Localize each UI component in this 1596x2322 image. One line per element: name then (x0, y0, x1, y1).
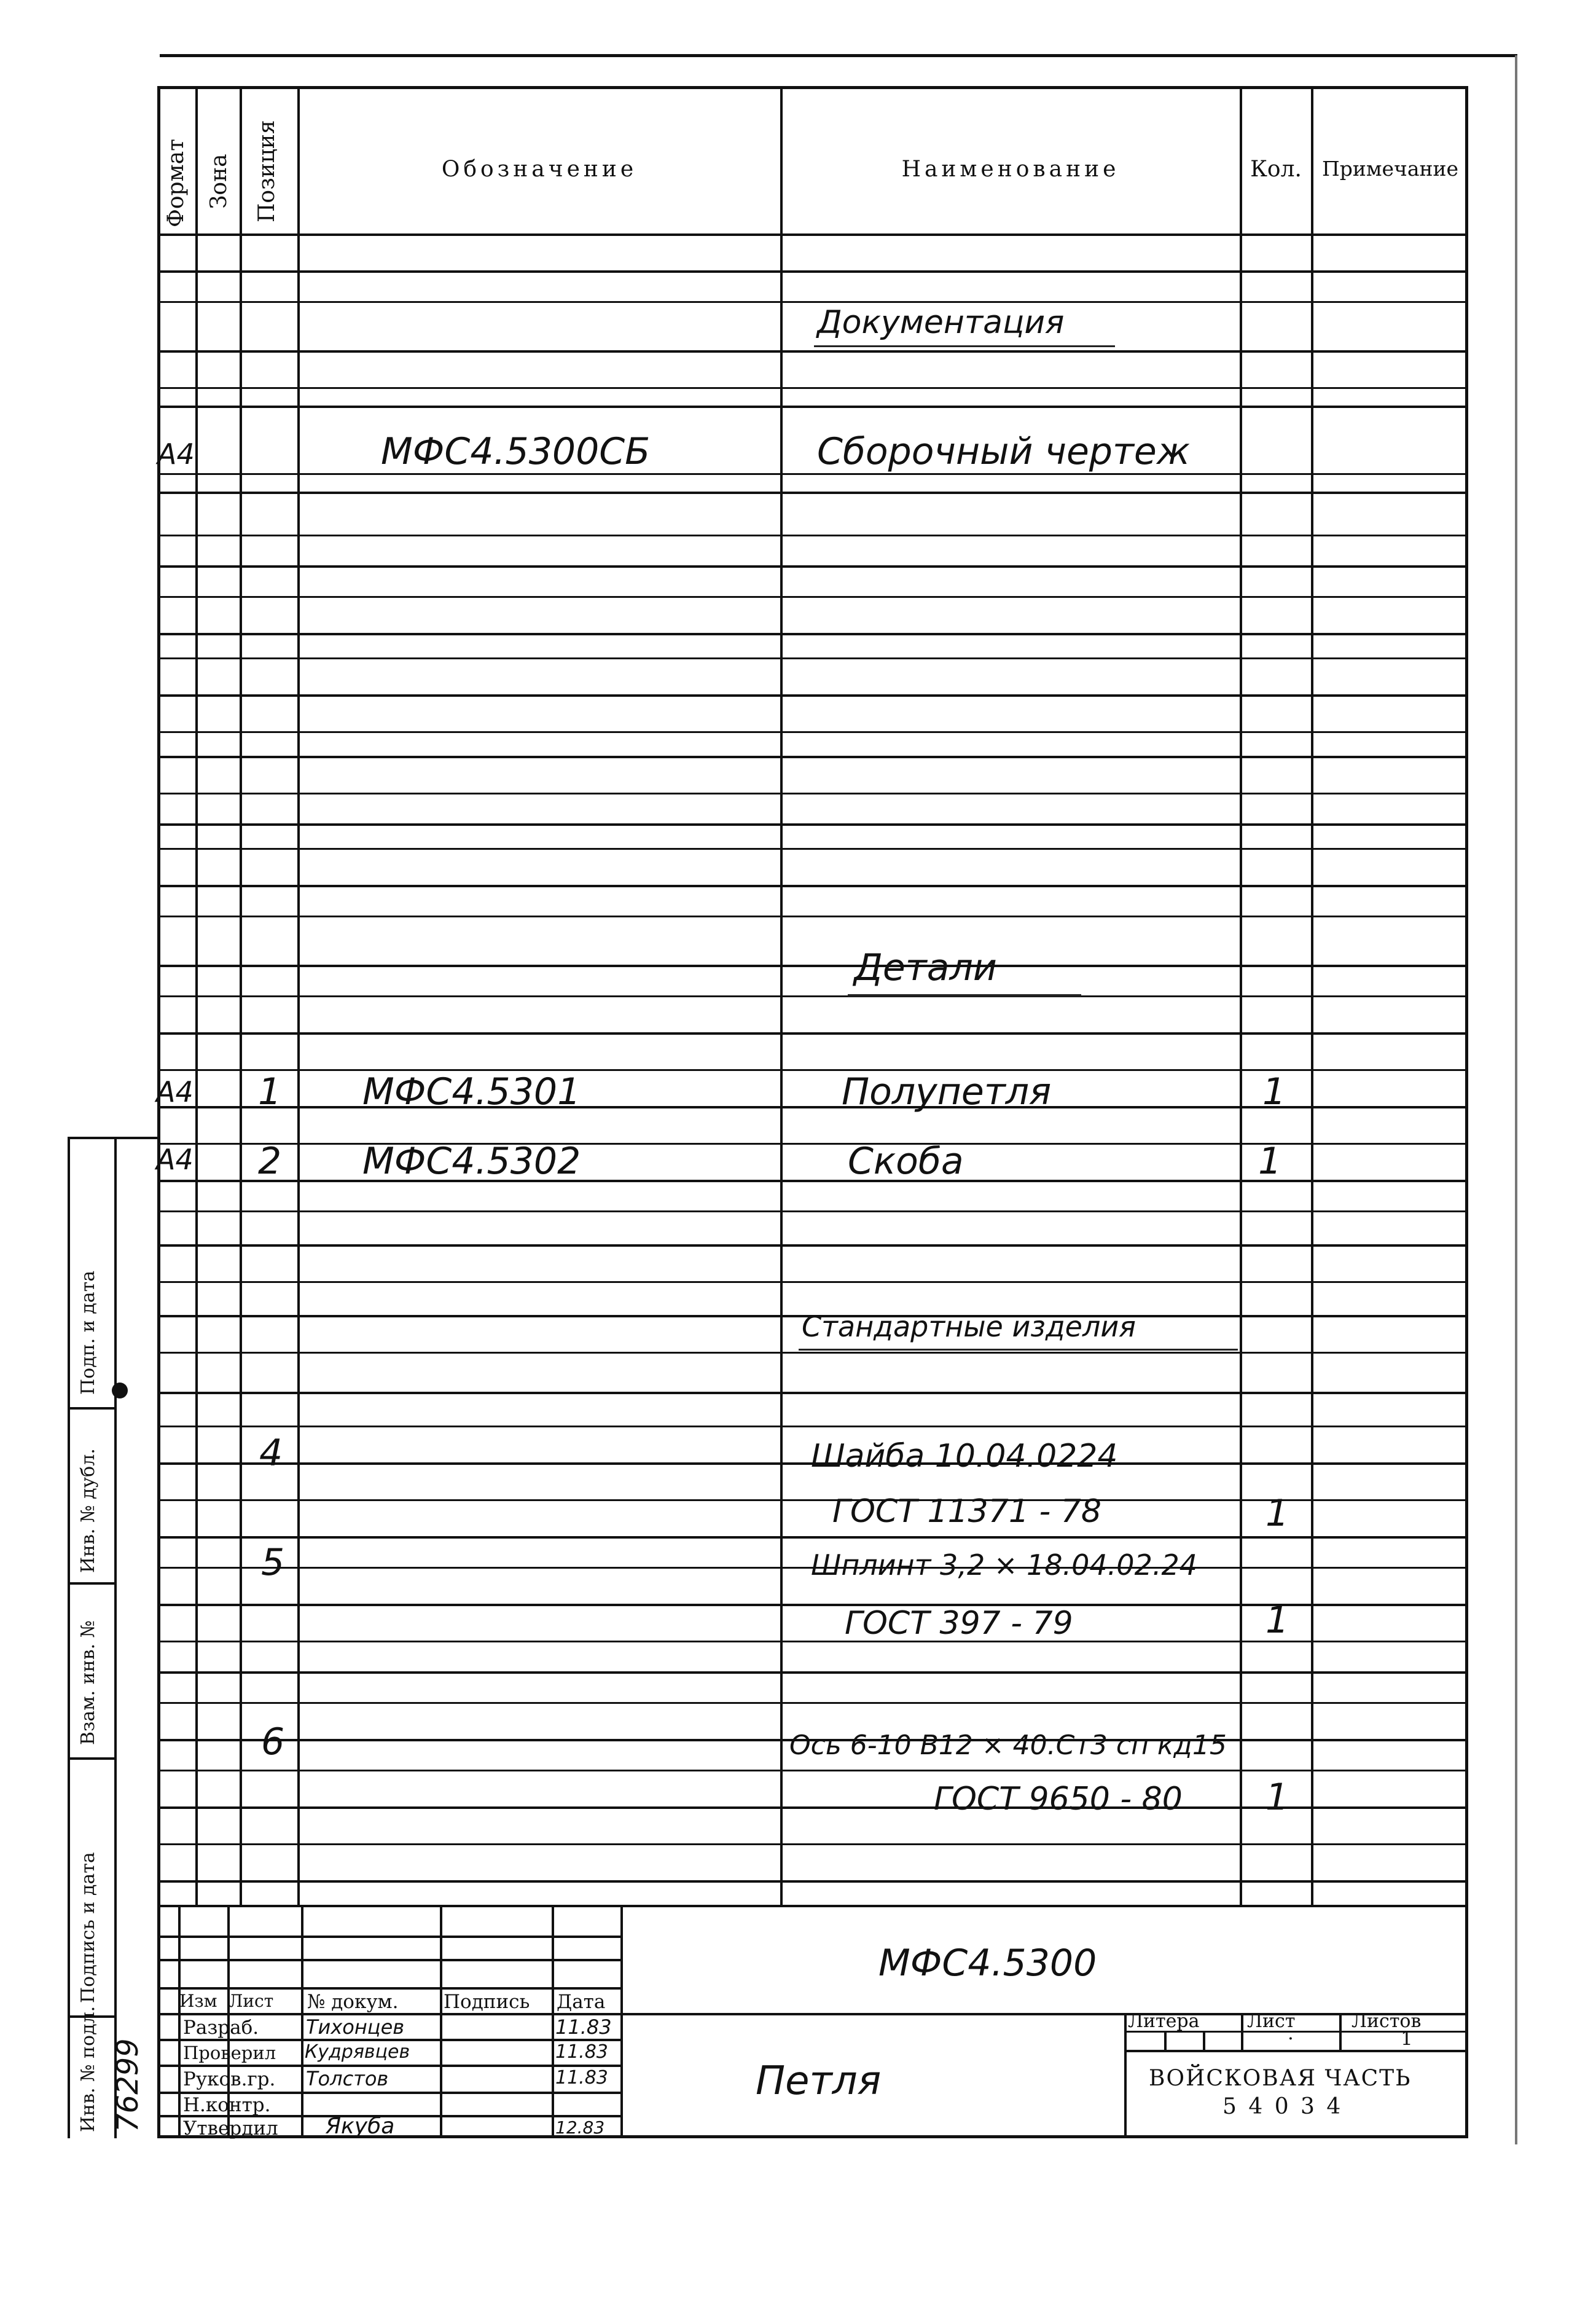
section-documentation-underline (814, 345, 1115, 347)
margin-inv-number: 76299 (111, 2038, 145, 2132)
doc-format: А4 (157, 437, 195, 471)
margin-line-1 (68, 1137, 160, 1139)
title-block-top-line (158, 1905, 1467, 1907)
part2-qty: 1 (1258, 1140, 1282, 1183)
item4-qty: 1 (1265, 1492, 1289, 1535)
tb-col-doc (301, 1905, 303, 2138)
doc-name: Сборочный чертеж (817, 430, 1190, 473)
top-border-line (160, 54, 1517, 57)
item4-name: Шайба 10.04.0224 (811, 1438, 1118, 1475)
margin-inner-line (114, 1137, 117, 2138)
tb-r2-name: Кудрявцев (305, 2041, 410, 2063)
row-line (158, 793, 1467, 794)
tb-r5-role: Утвердил (183, 2117, 278, 2140)
row-line (158, 1843, 1467, 1845)
tb-col-list-label: Лист (229, 1991, 274, 2011)
tb-line-3 (158, 1987, 620, 1990)
row-line (158, 1210, 1467, 1212)
header-position: Позиция (254, 120, 280, 222)
row-line (158, 756, 1467, 758)
margin-podp-data-bottom: Подпись и дата (77, 1852, 99, 2003)
row-line (158, 1281, 1467, 1283)
tb-col-date (552, 1905, 554, 2138)
item4-name2: ГОСТ 11371 - 78 (832, 1493, 1101, 1530)
section-standard-underline (799, 1349, 1238, 1351)
tb-r5-name: Якуба (326, 2114, 395, 2139)
section-parts-underline (848, 994, 1081, 997)
row-line (158, 596, 1467, 598)
row-line (158, 387, 1467, 389)
tb-r4-role: Н.контр. (183, 2094, 271, 2116)
row-line (158, 1426, 1467, 1427)
row-line (158, 916, 1467, 917)
row-line (158, 885, 1467, 887)
margin-line-3 (68, 1582, 117, 1585)
row-line (158, 565, 1467, 568)
tb-col-izm-label: Изм (179, 1991, 217, 2011)
tb-r3-date: 11.83 (555, 2067, 608, 2089)
tb-sheets-label: Листов (1352, 2010, 1422, 2032)
part1-format: А4 (156, 1075, 194, 1108)
margin-inv-dubl: Инв. № дубл. (77, 1448, 99, 1573)
header-format: Формат (163, 139, 189, 227)
tb-col-sign (440, 1905, 442, 2138)
margin-line-4 (68, 1757, 117, 1760)
tb-r5-date: 12.83 (555, 2117, 605, 2138)
row-line (158, 694, 1467, 697)
row-line (158, 1392, 1467, 1394)
tb-org-line (1124, 2050, 1467, 2052)
header-note: Примечание (1321, 157, 1459, 181)
section-parts: Детали (854, 946, 997, 989)
tb-r1-role: Разраб. (183, 2017, 259, 2039)
part1-designation: МФС4.5301 (362, 1070, 581, 1113)
item6-qty: 1 (1265, 1776, 1289, 1819)
tb-col-izm (178, 1905, 181, 2138)
row-line (158, 270, 1467, 273)
tb-r2-role: Проверил (183, 2042, 276, 2063)
margin-vzam-inv: Взам. инв. № (77, 1620, 99, 1745)
section-documentation: Документация (817, 304, 1065, 341)
row-line (158, 1671, 1467, 1674)
tb-line-6 (158, 2065, 620, 2067)
item5-name2: ГОСТ 397 - 79 (845, 1605, 1073, 1642)
tb-org-line2: 5 4 0 3 4 (1222, 2094, 1344, 2119)
tb-sheets-value: 1 (1401, 2028, 1413, 2050)
tb-col-end (620, 1905, 623, 2138)
margin-podp-data-top: Подп. и дата (77, 1270, 99, 1395)
row-line (158, 848, 1467, 850)
row-line (158, 995, 1467, 997)
row-line (158, 473, 1467, 475)
item6-name: Ось 6-10 В12 × 40.Ст3 сп кд15 (789, 1730, 1227, 1761)
row-line (158, 633, 1467, 635)
tb-r2-date: 11.83 (555, 2041, 608, 2063)
item5-position: 5 (261, 1541, 285, 1584)
item6-position: 6 (261, 1720, 285, 1763)
item5-qty: 1 (1265, 1599, 1289, 1642)
row-line (158, 1880, 1467, 1883)
row-line (158, 492, 1467, 494)
row-line (158, 535, 1467, 536)
tb-sheet-label: Лист (1247, 2010, 1296, 2032)
tb-col-date-label: Дата (557, 1991, 606, 2013)
row-line (158, 406, 1467, 408)
tb-r1-name: Тихонцев (306, 2015, 405, 2039)
header-designation: Обозначение (441, 157, 638, 182)
row-line (158, 1770, 1467, 1771)
row-line (158, 823, 1467, 826)
margin-inv-podl: Инв. № подл. (77, 2006, 99, 2132)
section-standard: Стандартные изделия (802, 1310, 1136, 1343)
row-line (158, 1244, 1467, 1247)
margin-outer-line (68, 1137, 70, 2138)
part1-name: Полупетля (842, 1070, 1052, 1113)
header-name: Наименование (901, 157, 1120, 182)
row-line (158, 1536, 1467, 1539)
tb-r3-name: Толстов (306, 2067, 389, 2090)
part1-qty: 1 (1262, 1070, 1286, 1113)
row-line (158, 1352, 1467, 1354)
tb-lit-1 (1164, 2031, 1167, 2050)
tb-r1-date: 11.83 (555, 2015, 612, 2039)
part1-position: 1 (258, 1070, 282, 1113)
header-zone: Зона (206, 154, 232, 209)
tb-lit-2 (1203, 2031, 1205, 2050)
part2-format: А4 (156, 1143, 194, 1176)
item5-name: Шплинт 3,2 × 18.04.02.24 (811, 1548, 1197, 1582)
tb-line-2 (158, 1959, 620, 1961)
tb-org-line1: ВОЙСКОВАЯ ЧАСТЬ (1149, 2066, 1412, 2091)
tb-sheet-value: · (1288, 2028, 1294, 2050)
part2-designation: МФС4.5302 (362, 1140, 581, 1183)
doc-designation: МФС4.5300СБ (381, 430, 651, 473)
tb-col-doc-label: № докум. (307, 1991, 399, 2013)
tb-litera-label: Литера (1128, 2010, 1200, 2032)
item6-name2: ГОСТ 9650 - 80 (934, 1781, 1183, 1818)
tb-r3-role: Руков.гр. (183, 2068, 276, 2090)
tb-line-1 (158, 1936, 620, 1938)
header-qty: Кол. (1250, 157, 1302, 182)
row-line (158, 965, 1467, 967)
header-bottom-line (158, 233, 1467, 236)
row-line (158, 350, 1467, 353)
part2-position: 2 (258, 1140, 282, 1183)
row-line (158, 731, 1467, 733)
tb-col-sign-label: Подпись (444, 1991, 530, 2013)
tb-title: Петля (756, 2058, 882, 2104)
item4-position: 4 (259, 1432, 283, 1475)
margin-punch-mark (112, 1383, 128, 1398)
right-border-line (1515, 55, 1517, 2144)
part2-name: Скоба (848, 1140, 964, 1183)
row-line (158, 1702, 1467, 1704)
row-line (158, 301, 1467, 303)
row-line (158, 1032, 1467, 1035)
margin-line-2 (68, 1407, 117, 1410)
row-line (158, 657, 1467, 659)
tb-designation: МФС4.5300 (878, 1942, 1097, 1985)
